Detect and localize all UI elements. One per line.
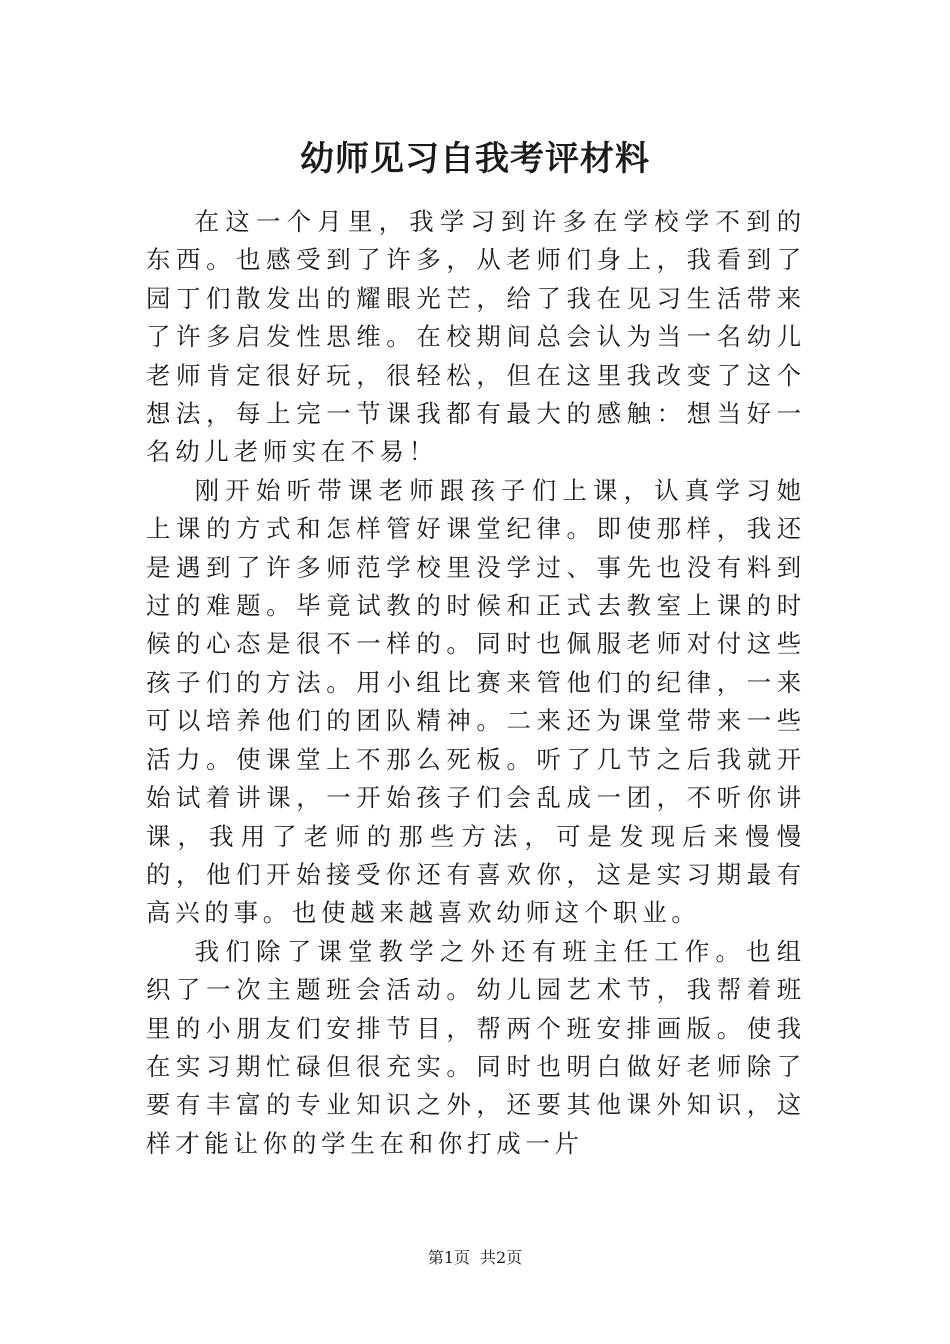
document-body bbox=[146, 203, 806, 1163]
page-footer bbox=[0, 1247, 950, 1269]
document-title: 幼师见习自我考评材料 bbox=[300, 139, 650, 179]
paragraph-2: 刚开始听带课老师跟孩子们上课，认真学习她上课的方式和怎样管好课堂纪律。即使那样，我还是遇到了许多师范学校里没学过、事先也没有料到过的难题。毕竟试教的时候和正式去教室上课的时候的心态是很不一样的。同时也佩服老师对付这些孩子们的方法。用小组比赛来管他们的纪律，一来可以培养他们的团队精神。二来还为课堂带来一些活力。使课堂上不那么死板。听了几节之后我就开始试着讲课，一开始孩子们会乱成一团，不听你讲课，我用了老师的那些方法，可是发现后来慢慢的，他们开始接受你还有喜欢你，这是实习期最有高兴的事。也使越来越喜欢幼师这个职业。 bbox=[146, 475, 806, 928]
paragraph-1: 在这一个月里，我学习到许多在学校学不到的东西。也感受到了许多，从老师们身上，我看到了园丁们散发出的耀眼光芒，给了我在见习生活带来了许多启发性思维。在校期间总会认为当一名幼儿老师肯定很好玩，很轻松，但在这里我改变了这个想法，每上完一节课我都有最大的感触：想当好一名幼儿老师实在不易！ bbox=[146, 207, 806, 467]
paragraph-3: 我们除了课堂教学之外还有班主任工作。也组织了一次主题班会活动。幼儿园艺术节，我帮着班里的小朋友们安排节目，帮两个班安排画版。使我在实习期忙碌但很充实。同时也明白做好老师除了要有丰富的专业知识之外，还要其他课外知识，这样才能让你的学生在和你打成一片 bbox=[146, 936, 806, 1158]
page-total: 共2页 bbox=[480, 1248, 523, 1267]
page-number: 第1页 bbox=[427, 1248, 470, 1267]
